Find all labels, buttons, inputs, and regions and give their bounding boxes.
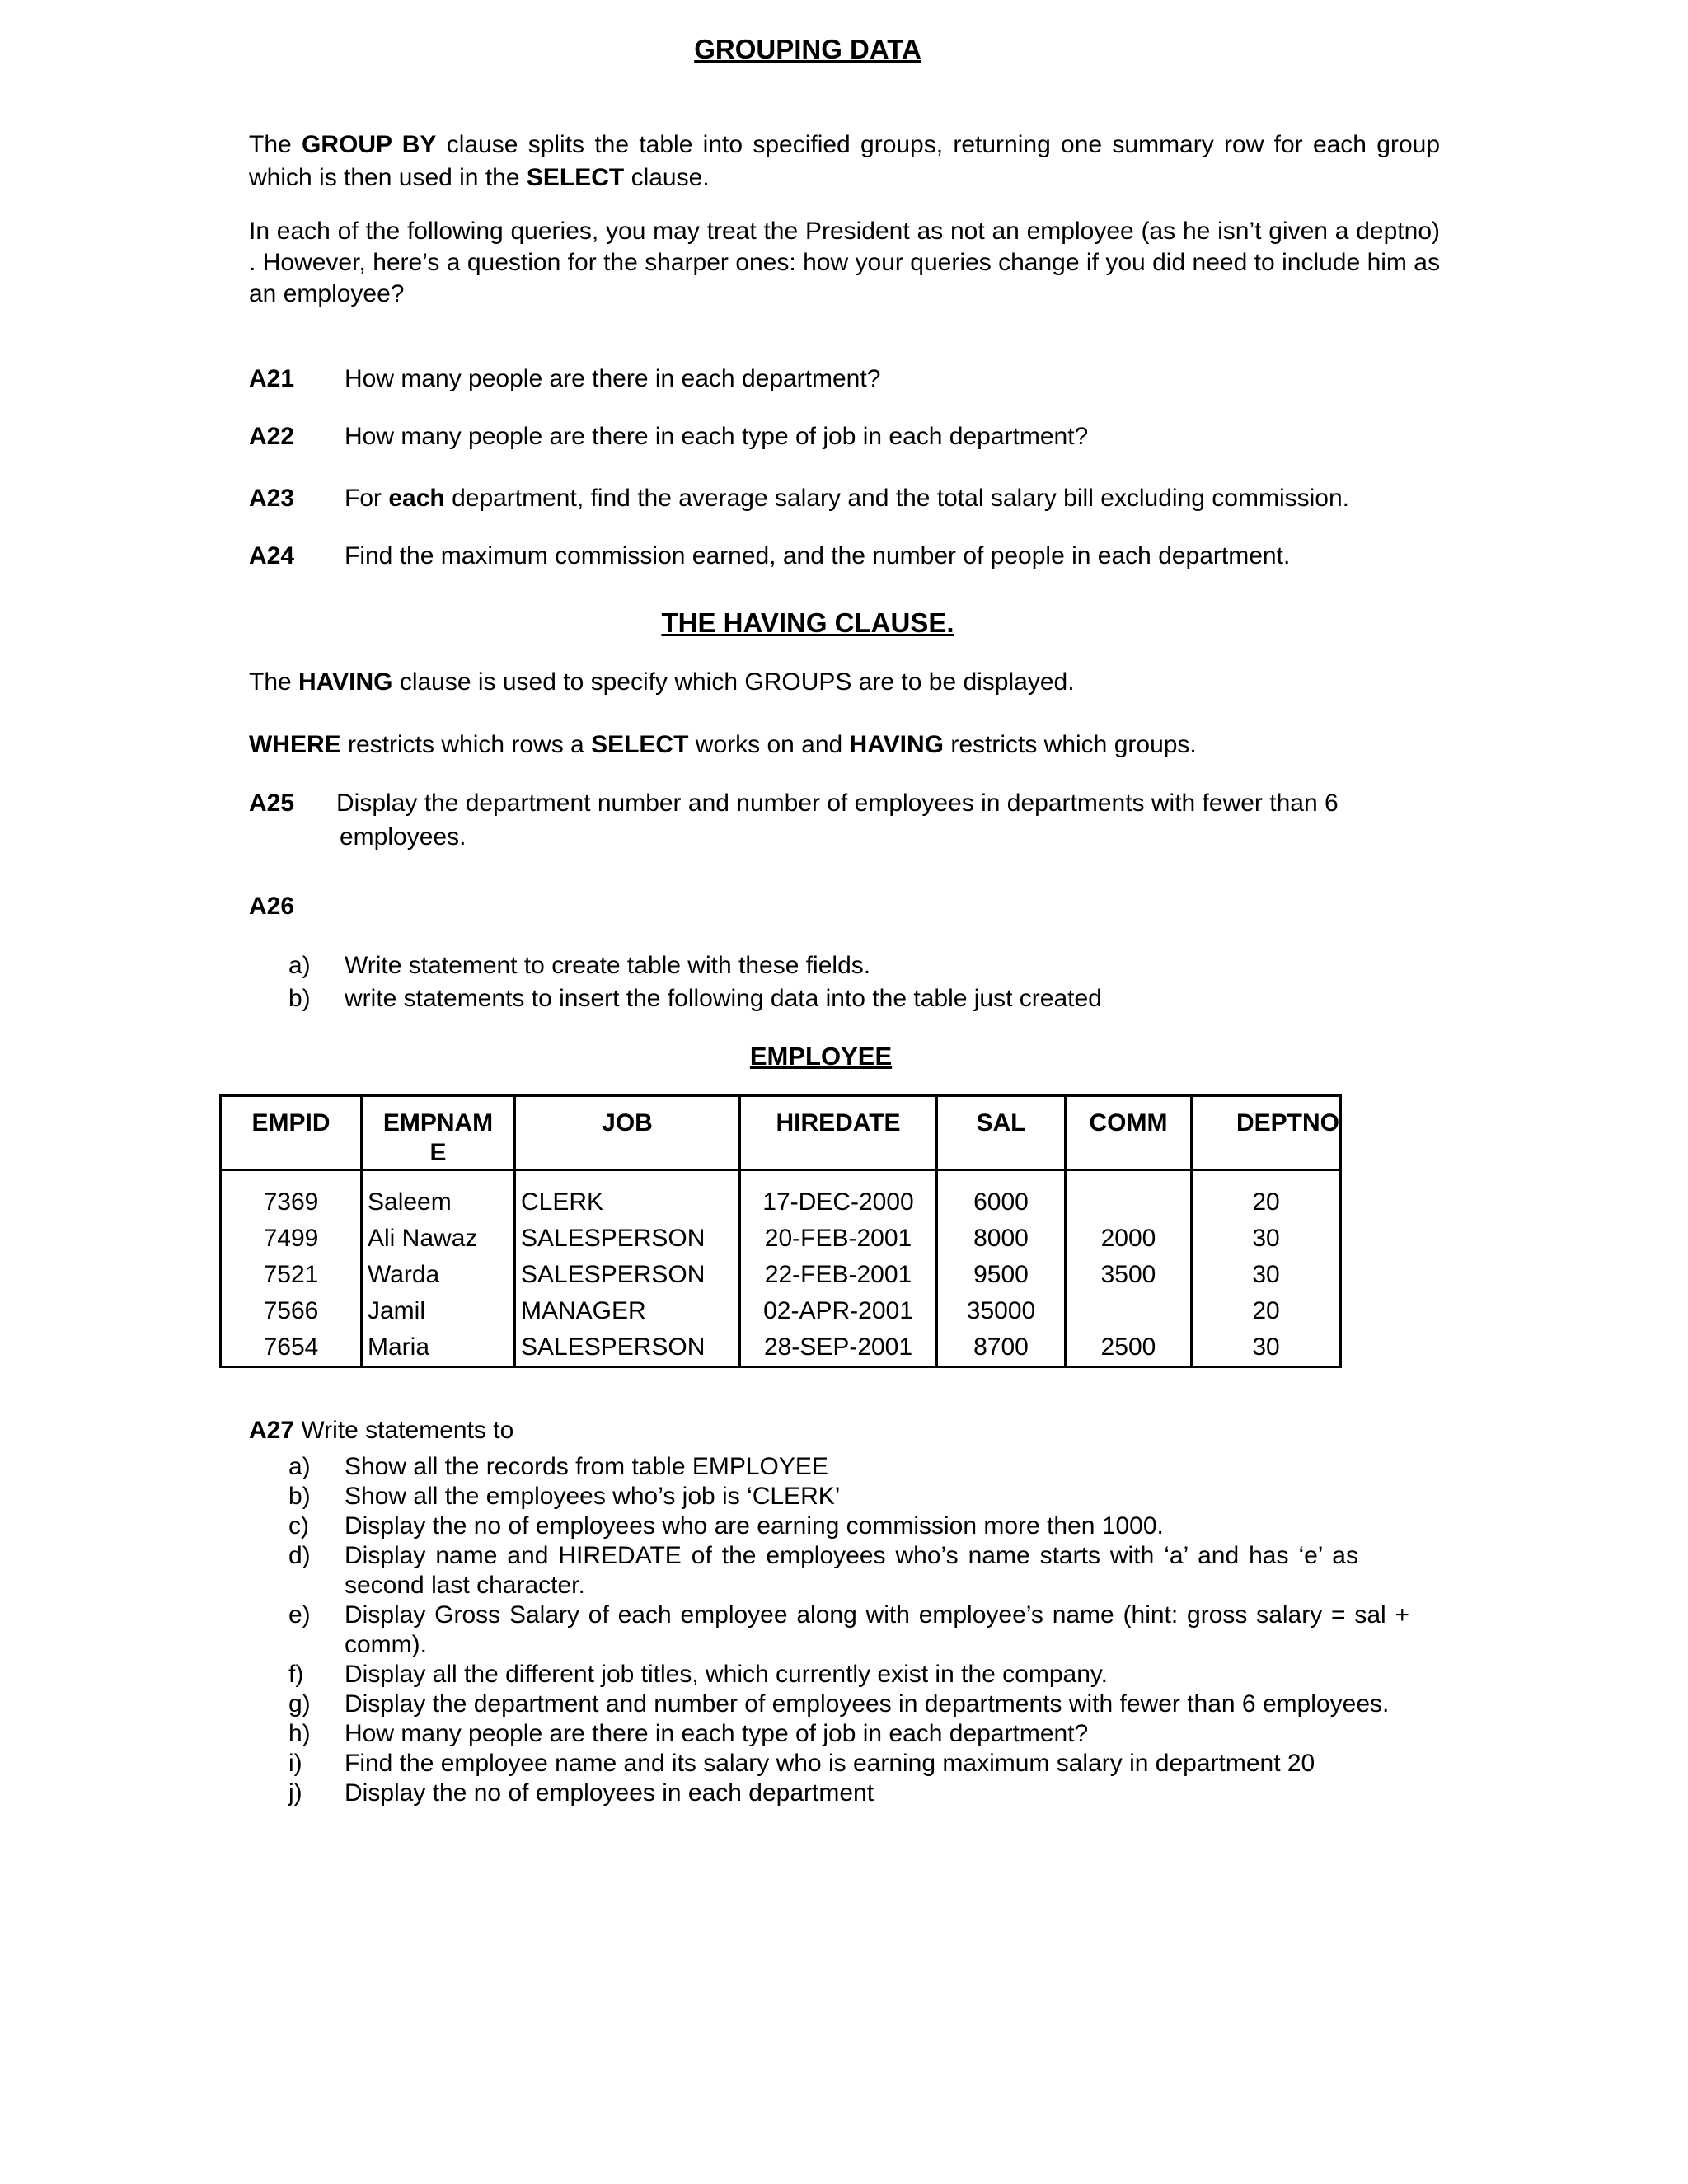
- sub-item-letter: a): [288, 952, 311, 979]
- sub-item-letter: f): [288, 1661, 304, 1688]
- sub-item-text: write statements to insert the following data into the table just created: [345, 985, 1102, 1012]
- question-text: How many people are there in each type of job in each department?: [345, 423, 1089, 450]
- cell-job: SALESPERSON: [515, 1329, 740, 1367]
- cell-empid: 7499: [221, 1221, 362, 1257]
- cell-hiredate: 17-DEC-2000: [740, 1170, 937, 1221]
- sub-item-text: Display the no of employees who are earning commission more then 1000.: [345, 1512, 1164, 1540]
- cell-empname: Jamil: [362, 1293, 515, 1329]
- column-header-empname: EMPNAM E: [362, 1096, 515, 1170]
- where-vs-having: WHERE restricts which rows a SELECT works on and HAVING restricts which groups.: [249, 731, 1197, 758]
- column-header-hiredate: HIREDATE: [740, 1096, 937, 1170]
- sub-item-letter: a): [288, 1453, 311, 1480]
- table-row: [221, 1221, 1341, 1257]
- sub-item-letter: b): [288, 985, 311, 1012]
- cell-empname: Warda: [362, 1257, 515, 1293]
- cell-comm: 2500: [1066, 1329, 1192, 1367]
- section-title-having: THE HAVING CLAUSE.: [661, 607, 954, 638]
- question-text-line: employees.: [340, 823, 467, 851]
- cell-job: CLERK: [515, 1170, 740, 1221]
- cell-deptno: 30: [1192, 1221, 1341, 1257]
- question-id: A22: [249, 423, 295, 450]
- sub-item-text: Find the employee name and its salary who is earning maximum salary in department 20: [345, 1750, 1315, 1777]
- table-row: [221, 1329, 1341, 1367]
- sub-item-text: Display the no of employees in each department: [345, 1779, 874, 1807]
- sub-item-letter: h): [288, 1720, 311, 1747]
- cell-deptno: 30: [1192, 1257, 1341, 1293]
- cell-sal: 9500: [937, 1257, 1066, 1293]
- column-header-sal: SAL: [937, 1096, 1066, 1170]
- cell-sal: 8000: [937, 1221, 1066, 1257]
- cell-comm: 3500: [1066, 1257, 1192, 1293]
- sub-item-text: Display the department and number of employees in departments with fewer than 6 employees.: [345, 1690, 1390, 1718]
- cell-empid: 7369: [221, 1170, 362, 1221]
- sub-item-letter: e): [288, 1601, 311, 1629]
- sub-item-text: Write statement to create table with these fields.: [345, 952, 871, 979]
- cell-empname: Ali Nawaz: [362, 1221, 515, 1257]
- question-text-line: Display the department number and number of employees in departments with fewer than 6: [336, 790, 1339, 817]
- sub-item-text: How many people are there in each type of job in each department?: [345, 1720, 1089, 1747]
- question-id: A23: [249, 485, 295, 512]
- sub-item-letter: g): [288, 1690, 311, 1718]
- cell-hiredate: 02-APR-2001: [740, 1293, 937, 1329]
- column-header-job: JOB: [515, 1096, 740, 1170]
- sub-item-letter: b): [288, 1483, 311, 1510]
- sub-item-text: Show all the employees who’s job is ‘CLERK’: [345, 1483, 841, 1510]
- question-text: How many people are there in each department?: [345, 365, 881, 392]
- cell-deptno: 30: [1192, 1329, 1341, 1367]
- sub-item-letter: j): [288, 1779, 302, 1807]
- cell-job: SALESPERSON: [515, 1257, 740, 1293]
- cell-empid: 7521: [221, 1257, 362, 1293]
- cell-job: SALESPERSON: [515, 1221, 740, 1257]
- question-id: A25: [249, 790, 295, 817]
- cell-deptno: 20: [1192, 1170, 1341, 1221]
- column-header-comm: COMM: [1066, 1096, 1192, 1170]
- intro-paragraph-group-by: The GROUP BY clause splits the table into specified groups, returning one summary row for each group which is then used in the SELECT clause.: [249, 131, 1441, 191]
- employee-table: [219, 1094, 1342, 1368]
- cell-empid: 7654: [221, 1329, 362, 1367]
- cell-hiredate: 22-FEB-2001: [740, 1257, 937, 1293]
- sub-item-letter: d): [288, 1542, 311, 1569]
- cell-comm: [1066, 1170, 1192, 1221]
- question-id: A21: [249, 365, 295, 392]
- cell-empname: Maria: [362, 1329, 515, 1367]
- keyword-select: SELECT: [526, 164, 625, 191]
- intro-paragraph-president: In each of the following queries, you may treat the President as not an employee (as he isn’t given a deptno) . However, here’s a question for the sharper ones: how your queries change if you did need to include him as an employee?: [249, 218, 1440, 307]
- sub-item-text: Show all the records from table EMPLOYEE: [345, 1453, 828, 1480]
- sub-item-letter: i): [288, 1750, 302, 1777]
- table-row: [221, 1257, 1341, 1293]
- table-caption: EMPLOYEE: [749, 1042, 893, 1071]
- having-description: The HAVING clause is used to specify which GROUPS are to be displayed.: [249, 668, 1075, 696]
- sub-item-text: Display all the different job titles, which currently exist in the company.: [345, 1661, 1108, 1688]
- cell-deptno: 20: [1192, 1293, 1341, 1329]
- sub-item-letter: c): [288, 1512, 309, 1540]
- table-header-row: [221, 1096, 1341, 1170]
- sub-item-text: Display name and HIREDATE of the employees who’s name starts with ‘a’ and has ‘e’ as: [345, 1542, 1358, 1569]
- sub-item-text-continued: second last character.: [345, 1572, 585, 1599]
- cell-hiredate: 20-FEB-2001: [740, 1221, 937, 1257]
- page-title: GROUPING DATA: [694, 34, 921, 64]
- cell-sal: 35000: [937, 1293, 1066, 1329]
- sub-item-text-continued: comm).: [345, 1631, 427, 1658]
- keyword-group-by: GROUP BY: [301, 131, 437, 158]
- cell-sal: 8700: [937, 1329, 1066, 1367]
- question-a27-intro: A27 Write statements to: [249, 1417, 514, 1444]
- cell-sal: 6000: [937, 1170, 1066, 1221]
- cell-empname: Saleem: [362, 1170, 515, 1221]
- table-row: [221, 1293, 1341, 1329]
- question-text: Find the maximum commission earned, and the number of people in each department.: [345, 542, 1291, 569]
- cell-empid: 7566: [221, 1293, 362, 1329]
- question-text: For each department, find the average salary and the total salary bill excluding commission.: [345, 485, 1349, 512]
- cell-job: MANAGER: [515, 1293, 740, 1329]
- sub-item-text: Display Gross Salary of each employee along with employee’s name (hint: gross salary = sal +: [345, 1601, 1409, 1629]
- cell-comm: [1066, 1293, 1192, 1329]
- cell-hiredate: 28-SEP-2001: [740, 1329, 937, 1367]
- question-id: A26: [249, 893, 295, 920]
- question-id: A24: [249, 542, 295, 569]
- column-header-deptno: DEPTNO: [1192, 1096, 1341, 1170]
- table-row: [221, 1170, 1341, 1221]
- cell-comm: 2000: [1066, 1221, 1192, 1257]
- column-header-empid: EMPID: [221, 1096, 362, 1170]
